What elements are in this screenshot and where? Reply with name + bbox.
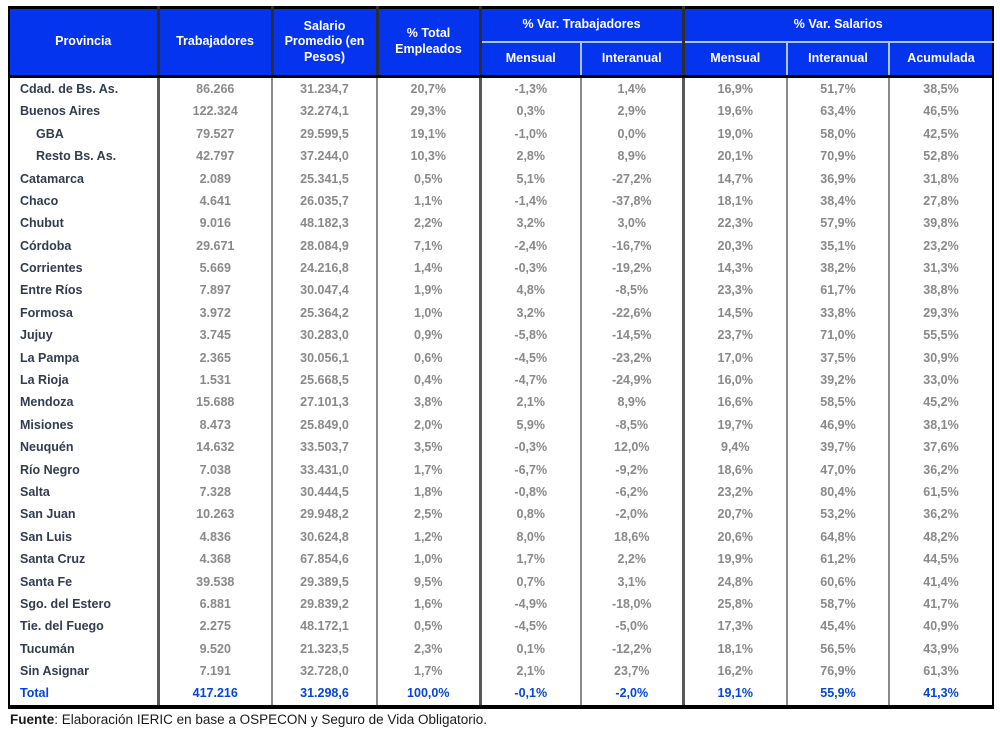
value-cell: -14,5%: [581, 324, 683, 346]
value-cell: 122.324: [158, 100, 272, 122]
value-cell: 8,0%: [480, 526, 581, 548]
value-cell: -27,2%: [581, 168, 683, 190]
value-cell: 38,4%: [787, 190, 889, 212]
value-cell: 29.839,2: [272, 593, 377, 615]
value-cell: 38,2%: [787, 257, 889, 279]
value-cell: -23,2%: [581, 347, 683, 369]
value-cell: 56,5%: [787, 638, 889, 660]
value-cell: 33,0%: [889, 369, 993, 391]
value-cell: 1,0%: [377, 302, 480, 324]
value-cell: 5.669: [158, 257, 272, 279]
value-cell: 51,7%: [787, 77, 889, 101]
value-cell: 16,0%: [683, 369, 787, 391]
value-cell: 18,1%: [683, 190, 787, 212]
value-cell: 31.234,7: [272, 77, 377, 101]
value-cell: 7.897: [158, 280, 272, 302]
value-cell: 23,7%: [581, 660, 683, 682]
total-row: [9, 683, 993, 707]
value-cell: 76,9%: [787, 660, 889, 682]
value-cell: 33.431,0: [272, 459, 377, 481]
value-cell: 8.473: [158, 414, 272, 436]
province-cell: Cdad. de Bs. As.: [9, 77, 158, 101]
value-cell: 29,3%: [377, 100, 480, 122]
value-cell: 8,9%: [581, 145, 683, 167]
value-cell: 2.275: [158, 615, 272, 637]
value-cell: -6,2%: [581, 481, 683, 503]
value-cell: 1.531: [158, 369, 272, 391]
value-cell: -16,7%: [581, 235, 683, 257]
table-row: [9, 324, 993, 346]
table-row: [9, 615, 993, 637]
value-cell: 2,9%: [581, 100, 683, 122]
table-row: [9, 436, 993, 458]
value-cell: 18,1%: [683, 638, 787, 660]
value-cell: 36,2%: [889, 503, 993, 525]
value-cell: 3,5%: [377, 436, 480, 458]
province-cell: Sin Asignar: [9, 660, 158, 682]
province-cell: La Rioja: [9, 369, 158, 391]
value-cell: 0,3%: [480, 100, 581, 122]
table-row: [9, 414, 993, 436]
value-cell: 48.172,1: [272, 615, 377, 637]
value-cell: 1,4%: [581, 77, 683, 101]
province-cell: Chubut: [9, 212, 158, 234]
value-cell: 28.084,9: [272, 235, 377, 257]
source-note-text: : Elaboración IERIC en base a OSPECON y Seguro de Vida Obligatorio.: [54, 712, 487, 727]
province-cell: Córdoba: [9, 235, 158, 257]
value-cell: -4,5%: [480, 347, 581, 369]
value-cell: 39,2%: [787, 369, 889, 391]
province-cell: Catamarca: [9, 168, 158, 190]
value-cell: 1,2%: [377, 526, 480, 548]
table-row: [9, 123, 993, 145]
value-cell: 23,2%: [683, 481, 787, 503]
table-header: [9, 8, 993, 77]
value-cell: 61,7%: [787, 280, 889, 302]
value-cell: 70,9%: [787, 145, 889, 167]
province-cell: La Pampa: [9, 347, 158, 369]
source-note: [10, 712, 487, 727]
value-cell: -8,5%: [581, 414, 683, 436]
value-cell: 29.599,5: [272, 123, 377, 145]
value-cell: 17,0%: [683, 347, 787, 369]
value-cell: 1,1%: [377, 190, 480, 212]
value-cell: 29.671: [158, 235, 272, 257]
value-cell: 79.527: [158, 123, 272, 145]
source-note-label: Fuente: [10, 712, 55, 727]
table-row: [9, 145, 993, 167]
province-cell: GBA: [9, 123, 158, 145]
value-cell: 38,8%: [889, 280, 993, 302]
value-cell: 32.274,1: [272, 100, 377, 122]
value-cell: 86.266: [158, 77, 272, 101]
value-cell: 4.368: [158, 548, 272, 570]
value-cell: 0,6%: [377, 347, 480, 369]
value-cell: 31,8%: [889, 168, 993, 190]
value-cell: 31,3%: [889, 257, 993, 279]
value-cell: -4,7%: [480, 369, 581, 391]
table-row: [9, 638, 993, 660]
value-cell: 71,0%: [787, 324, 889, 346]
province-cell: Santa Cruz: [9, 548, 158, 570]
value-cell: 30.047,4: [272, 280, 377, 302]
value-cell: -1,3%: [480, 77, 581, 101]
value-cell: -6,7%: [480, 459, 581, 481]
province-cell: Tie. del Fuego: [9, 615, 158, 637]
value-cell: 19,9%: [683, 548, 787, 570]
value-cell: 2,5%: [377, 503, 480, 525]
value-cell: 18,6%: [581, 526, 683, 548]
value-cell: 2,8%: [480, 145, 581, 167]
value-cell: 42.797: [158, 145, 272, 167]
value-cell: 24.216,8: [272, 257, 377, 279]
value-cell: 3.745: [158, 324, 272, 346]
value-cell: 37.244,0: [272, 145, 377, 167]
value-cell: 14,3%: [683, 257, 787, 279]
header-provincia: Provincia: [9, 8, 158, 77]
value-cell: 30.444,5: [272, 481, 377, 503]
value-cell: 25,8%: [683, 593, 787, 615]
value-cell: 27,8%: [889, 190, 993, 212]
value-cell: 0,0%: [581, 123, 683, 145]
province-cell: Santa Fe: [9, 571, 158, 593]
value-cell: 1,7%: [377, 459, 480, 481]
value-cell: 0,5%: [377, 615, 480, 637]
value-cell: 24,8%: [683, 571, 787, 593]
value-cell: 29,3%: [889, 302, 993, 324]
value-cell: 8,9%: [581, 391, 683, 413]
province-cell: Mendoza: [9, 391, 158, 413]
value-cell: 14.632: [158, 436, 272, 458]
value-cell: 37,6%: [889, 436, 993, 458]
value-cell: -0,3%: [480, 257, 581, 279]
value-cell: 23,3%: [683, 280, 787, 302]
value-cell: 0,9%: [377, 324, 480, 346]
header-salario-promedio: Salario Promedio (en Pesos): [272, 8, 377, 77]
province-cell: Jujuy: [9, 324, 158, 346]
value-cell: -1,0%: [480, 123, 581, 145]
total-value-cell: 100,0%: [377, 683, 480, 707]
value-cell: 47,0%: [787, 459, 889, 481]
value-cell: 39.538: [158, 571, 272, 593]
value-cell: 43,9%: [889, 638, 993, 660]
value-cell: 58,5%: [787, 391, 889, 413]
value-cell: 16,2%: [683, 660, 787, 682]
province-cell: San Luis: [9, 526, 158, 548]
value-cell: -4,9%: [480, 593, 581, 615]
table-row: [9, 190, 993, 212]
province-cell: Chaco: [9, 190, 158, 212]
value-cell: 2,3%: [377, 638, 480, 660]
header-var-trab-interanual: Interanual: [581, 42, 683, 77]
value-cell: 3,2%: [480, 302, 581, 324]
table-body: [9, 77, 993, 683]
province-cell: Buenos Aires: [9, 100, 158, 122]
value-cell: 20,6%: [683, 526, 787, 548]
value-cell: 2,2%: [581, 548, 683, 570]
value-cell: 1,0%: [377, 548, 480, 570]
province-cell: San Juan: [9, 503, 158, 525]
province-cell: Río Negro: [9, 459, 158, 481]
value-cell: -0,3%: [480, 436, 581, 458]
value-cell: 37,5%: [787, 347, 889, 369]
value-cell: -37,8%: [581, 190, 683, 212]
value-cell: 20,7%: [377, 77, 480, 101]
value-cell: 4,8%: [480, 280, 581, 302]
value-cell: 57,9%: [787, 212, 889, 234]
value-cell: 44,5%: [889, 548, 993, 570]
value-cell: 0,1%: [480, 638, 581, 660]
table-row: [9, 593, 993, 615]
value-cell: 5,9%: [480, 414, 581, 436]
total-value-cell: -2,0%: [581, 683, 683, 707]
value-cell: 64,8%: [787, 526, 889, 548]
value-cell: 25.341,5: [272, 168, 377, 190]
table-row: [9, 459, 993, 481]
value-cell: 7,1%: [377, 235, 480, 257]
province-cell: Neuquén: [9, 436, 158, 458]
header-var-sal-acumulada: Acumulada: [889, 42, 993, 77]
value-cell: 19,7%: [683, 414, 787, 436]
value-cell: 38,5%: [889, 77, 993, 101]
table-row: [9, 369, 993, 391]
value-cell: 23,7%: [683, 324, 787, 346]
value-cell: 3,2%: [480, 212, 581, 234]
value-cell: -2,4%: [480, 235, 581, 257]
value-cell: 20,3%: [683, 235, 787, 257]
value-cell: 48,2%: [889, 526, 993, 548]
value-cell: 38,1%: [889, 414, 993, 436]
value-cell: 32.728,0: [272, 660, 377, 682]
total-value-cell: 41,3%: [889, 683, 993, 707]
table-total: [9, 683, 993, 707]
table-row: [9, 280, 993, 302]
value-cell: 9.520: [158, 638, 272, 660]
province-cell: Tucumán: [9, 638, 158, 660]
value-cell: -9,2%: [581, 459, 683, 481]
value-cell: 4.641: [158, 190, 272, 212]
value-cell: 3,0%: [581, 212, 683, 234]
value-cell: 80,4%: [787, 481, 889, 503]
table-row: [9, 481, 993, 503]
value-cell: 14,7%: [683, 168, 787, 190]
value-cell: 1,7%: [480, 548, 581, 570]
value-cell: 35,1%: [787, 235, 889, 257]
value-cell: 41,7%: [889, 593, 993, 615]
value-cell: 0,7%: [480, 571, 581, 593]
value-cell: 15.688: [158, 391, 272, 413]
value-cell: 2,2%: [377, 212, 480, 234]
value-cell: 2,1%: [480, 660, 581, 682]
value-cell: 9,5%: [377, 571, 480, 593]
header-trabajadores: Trabajadores: [158, 8, 272, 77]
value-cell: 67.854,6: [272, 548, 377, 570]
total-value-cell: 417.216: [158, 683, 272, 707]
value-cell: 25.364,2: [272, 302, 377, 324]
value-cell: 61,2%: [787, 548, 889, 570]
table-row: [9, 503, 993, 525]
header-var-trab-mensual: Mensual: [480, 42, 581, 77]
value-cell: 58,7%: [787, 593, 889, 615]
table-row: [9, 571, 993, 593]
value-cell: -8,5%: [581, 280, 683, 302]
province-cell: Misiones: [9, 414, 158, 436]
table-row: [9, 347, 993, 369]
value-cell: 22,3%: [683, 212, 787, 234]
header-var-sal-interanual: Interanual: [787, 42, 889, 77]
value-cell: 0,5%: [377, 168, 480, 190]
province-cell: Corrientes: [9, 257, 158, 279]
value-cell: 2.365: [158, 347, 272, 369]
value-cell: 20,7%: [683, 503, 787, 525]
value-cell: 29.389,5: [272, 571, 377, 593]
province-cell: Entre Ríos: [9, 280, 158, 302]
province-cell: Sgo. del Estero: [9, 593, 158, 615]
value-cell: 36,2%: [889, 459, 993, 481]
value-cell: 7.038: [158, 459, 272, 481]
value-cell: 45,4%: [787, 615, 889, 637]
value-cell: 16,9%: [683, 77, 787, 101]
value-cell: 1,7%: [377, 660, 480, 682]
value-cell: 1,6%: [377, 593, 480, 615]
value-cell: 25.668,5: [272, 369, 377, 391]
value-cell: -2,0%: [581, 503, 683, 525]
value-cell: 33.503,7: [272, 436, 377, 458]
value-cell: 1,8%: [377, 481, 480, 503]
value-cell: 19,6%: [683, 100, 787, 122]
value-cell: 23,2%: [889, 235, 993, 257]
value-cell: -18,0%: [581, 593, 683, 615]
value-cell: 46,5%: [889, 100, 993, 122]
value-cell: 63,4%: [787, 100, 889, 122]
value-cell: 10,3%: [377, 145, 480, 167]
provinces-salary-table: [8, 6, 994, 709]
value-cell: 30,9%: [889, 347, 993, 369]
value-cell: 21.323,5: [272, 638, 377, 660]
value-cell: 7.191: [158, 660, 272, 682]
value-cell: 4.836: [158, 526, 272, 548]
value-cell: 58,0%: [787, 123, 889, 145]
value-cell: 29.948,2: [272, 503, 377, 525]
value-cell: -24,9%: [581, 369, 683, 391]
value-cell: 60,6%: [787, 571, 889, 593]
value-cell: 30.624,8: [272, 526, 377, 548]
total-value-cell: 31.298,6: [272, 683, 377, 707]
value-cell: -12,2%: [581, 638, 683, 660]
value-cell: 20,1%: [683, 145, 787, 167]
value-cell: 14,5%: [683, 302, 787, 324]
table-row: [9, 212, 993, 234]
total-value-cell: 55,9%: [787, 683, 889, 707]
value-cell: -4,5%: [480, 615, 581, 637]
value-cell: 3,8%: [377, 391, 480, 413]
value-cell: 19,1%: [377, 123, 480, 145]
table-row: [9, 168, 993, 190]
table-row: [9, 548, 993, 570]
value-cell: 16,6%: [683, 391, 787, 413]
value-cell: 36,9%: [787, 168, 889, 190]
table-row: [9, 391, 993, 413]
value-cell: 17,3%: [683, 615, 787, 637]
value-cell: 3,1%: [581, 571, 683, 593]
value-cell: 45,2%: [889, 391, 993, 413]
value-cell: 41,4%: [889, 571, 993, 593]
value-cell: 1,9%: [377, 280, 480, 302]
value-cell: 39,8%: [889, 212, 993, 234]
value-cell: 55,5%: [889, 324, 993, 346]
total-value-cell: -0,1%: [480, 683, 581, 707]
table-row: [9, 100, 993, 122]
value-cell: 39,7%: [787, 436, 889, 458]
value-cell: 2,1%: [480, 391, 581, 413]
total-value-cell: 19,1%: [683, 683, 787, 707]
province-cell: Salta: [9, 481, 158, 503]
province-cell: Resto Bs. As.: [9, 145, 158, 167]
header-group-var-trabajadores: % Var. Trabajadores: [480, 8, 683, 43]
value-cell: 3.972: [158, 302, 272, 324]
table-row: [9, 660, 993, 682]
value-cell: 18,6%: [683, 459, 787, 481]
value-cell: 10.263: [158, 503, 272, 525]
value-cell: -0,8%: [480, 481, 581, 503]
value-cell: 1,4%: [377, 257, 480, 279]
value-cell: 42,5%: [889, 123, 993, 145]
value-cell: 26.035,7: [272, 190, 377, 212]
province-cell: Formosa: [9, 302, 158, 324]
value-cell: 61,5%: [889, 481, 993, 503]
value-cell: 7.328: [158, 481, 272, 503]
value-cell: 6.881: [158, 593, 272, 615]
value-cell: 5,1%: [480, 168, 581, 190]
header-var-sal-mensual: Mensual: [683, 42, 787, 77]
value-cell: 0,8%: [480, 503, 581, 525]
table-row: [9, 77, 993, 101]
table-row: [9, 235, 993, 257]
value-cell: -1,4%: [480, 190, 581, 212]
total-label-cell: Total: [9, 683, 158, 707]
value-cell: 33,8%: [787, 302, 889, 324]
value-cell: 2,0%: [377, 414, 480, 436]
table-row: [9, 257, 993, 279]
value-cell: -5,8%: [480, 324, 581, 346]
value-cell: 61,3%: [889, 660, 993, 682]
table-row: [9, 526, 993, 548]
value-cell: 52,8%: [889, 145, 993, 167]
value-cell: -19,2%: [581, 257, 683, 279]
value-cell: 40,9%: [889, 615, 993, 637]
value-cell: 48.182,3: [272, 212, 377, 234]
value-cell: 27.101,3: [272, 391, 377, 413]
header-pct-total-empleados: % Total Empleados: [377, 8, 480, 77]
value-cell: -5,0%: [581, 615, 683, 637]
header-group-var-salarios: % Var. Salarios: [683, 8, 993, 43]
value-cell: 0,4%: [377, 369, 480, 391]
value-cell: 30.283,0: [272, 324, 377, 346]
value-cell: 9,4%: [683, 436, 787, 458]
value-cell: 25.849,0: [272, 414, 377, 436]
value-cell: 46,9%: [787, 414, 889, 436]
value-cell: 30.056,1: [272, 347, 377, 369]
value-cell: 12,0%: [581, 436, 683, 458]
table-row: [9, 302, 993, 324]
value-cell: 9.016: [158, 212, 272, 234]
value-cell: 2.089: [158, 168, 272, 190]
value-cell: -22,6%: [581, 302, 683, 324]
value-cell: 19,0%: [683, 123, 787, 145]
value-cell: 53,2%: [787, 503, 889, 525]
